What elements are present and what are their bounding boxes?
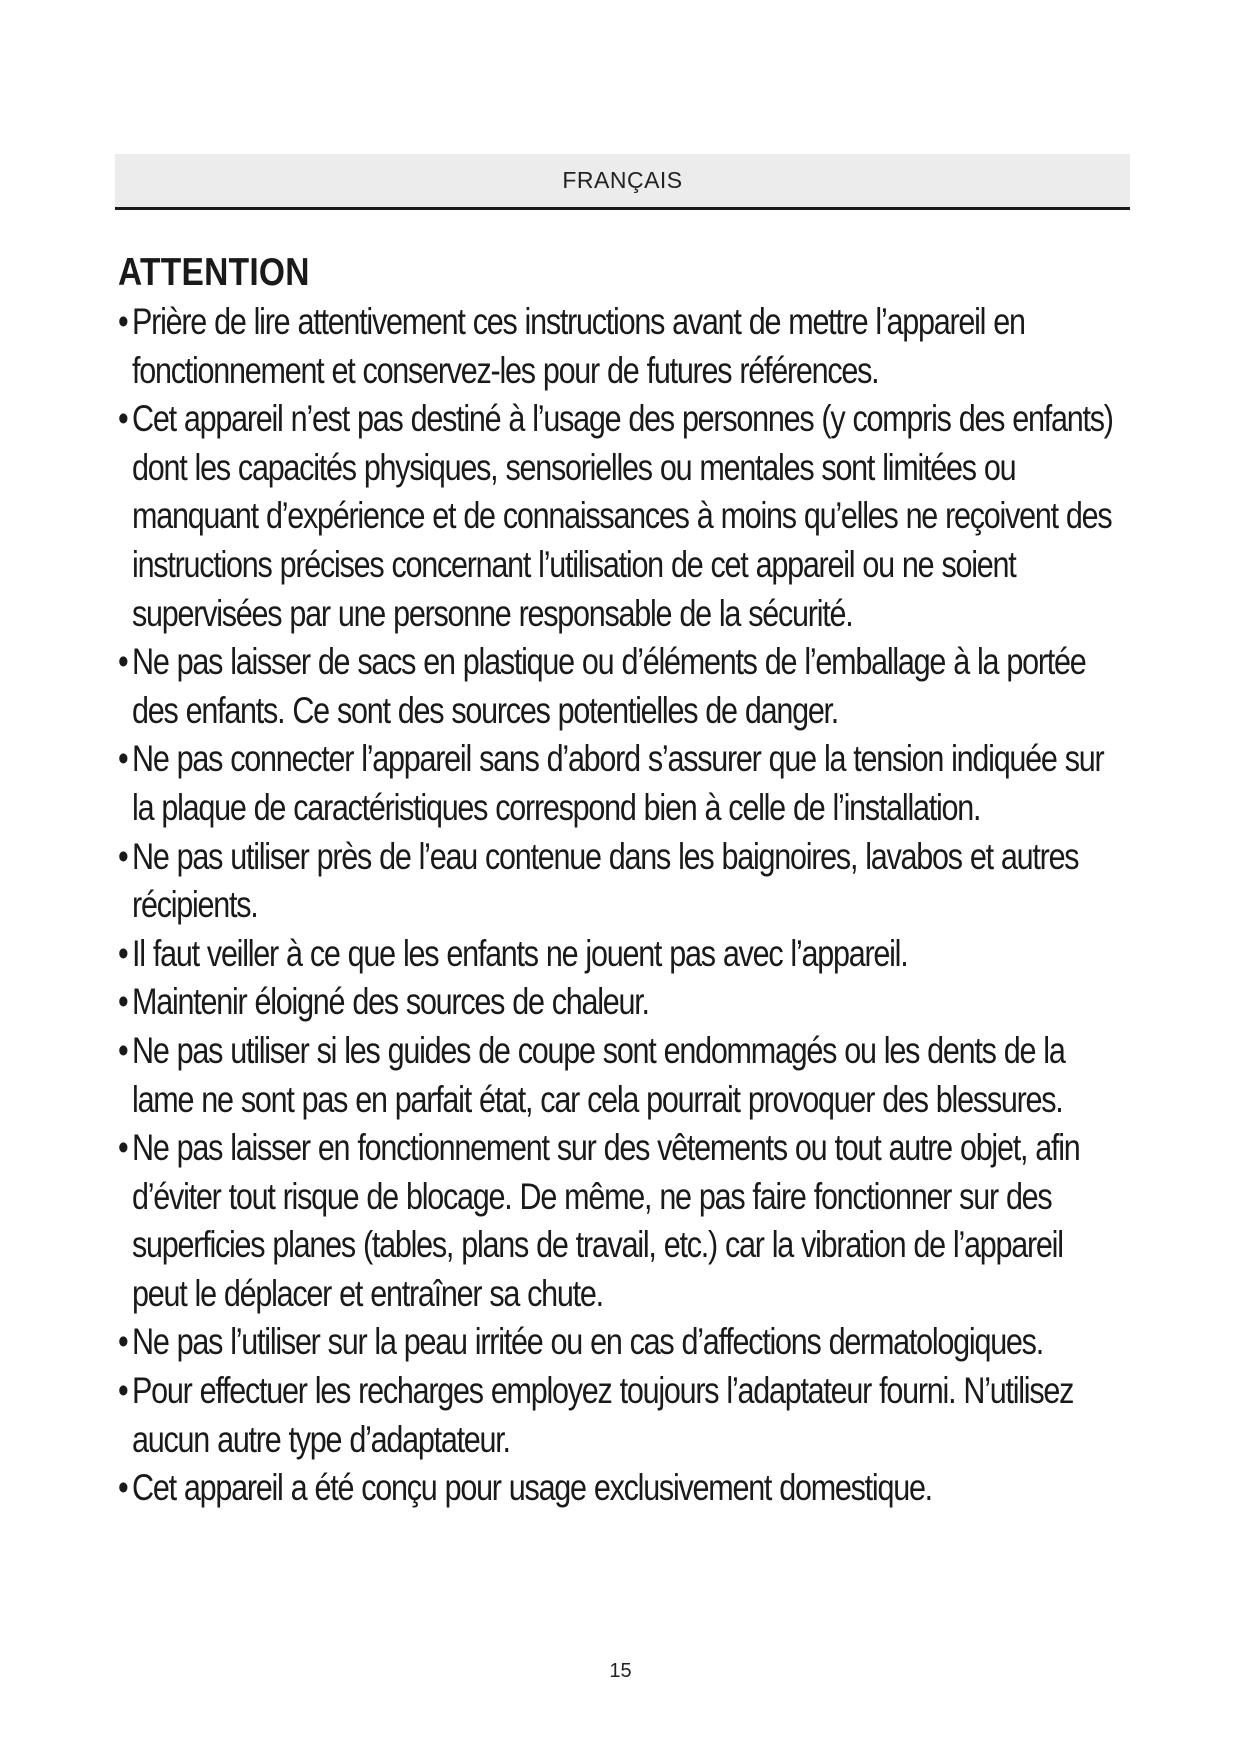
- warning-text: Ne pas laisser de sacs en plastique ou d’éléments de l’emballage à la portée des enfants. Ce sont des sources potentielles de danger.: [132, 641, 1086, 731]
- warning-text: Cet appareil n’est pas destiné à l’usage des personnes (y compris des enfants) dont les capacités physiques, sensorielles ou mentales sont limitées ou manquant d’expérience et de connaissances à moins qu’elles ne reçoivent des instructions précises concernant l’utilisation de cet appareil ou ne soient supervisées par une personne responsable de la sécurité.: [132, 398, 1113, 634]
- bullet-icon: •: [118, 932, 128, 974]
- bullet-icon: •: [118, 981, 128, 1023]
- bullet-icon: •: [118, 1321, 128, 1363]
- warning-item: [118, 1027, 1122, 1124]
- warning-text: Ne pas utiliser près de l’eau contenue dans les baignoires, lavabos et autres récipients.: [132, 835, 1079, 926]
- page-number: 15: [609, 1660, 632, 1682]
- warning-item: [118, 395, 1122, 638]
- bullet-icon: •: [118, 301, 128, 342]
- warning-item: [118, 1124, 1122, 1318]
- bullet-icon: •: [118, 1370, 128, 1412]
- warnings-list: [118, 298, 1128, 1513]
- warning-text: Il faut veiller à ce que les enfants ne jouent pas avec l’appareil.: [132, 932, 908, 974]
- bullet-icon: •: [118, 398, 128, 440]
- warning-item: [118, 833, 1122, 930]
- warning-text: Cet appareil a été conçu pour usage exclusivement domestique.: [132, 1467, 932, 1509]
- warning-item: [118, 638, 1122, 735]
- warning-item: [118, 1367, 1122, 1464]
- bullet-icon: •: [118, 738, 128, 780]
- bullet-icon: •: [118, 1467, 128, 1509]
- warning-item: [118, 1318, 1122, 1367]
- warning-item: [118, 298, 1122, 395]
- bullet-icon: •: [118, 641, 128, 683]
- warning-item: [118, 978, 1122, 1027]
- warning-text: Ne pas utiliser si les guides de coupe sont endommagés ou les dents de la lame ne sont pas en parfait état, car cela pourrait provoquer des blessures.: [132, 1029, 1065, 1120]
- bullet-icon: •: [118, 835, 128, 877]
- warning-item: [118, 1464, 1122, 1513]
- warning-text: Prière de lire attentivement ces instructions avant de mettre l’appareil en fonctionnement et conservez-les pour de futures références.: [132, 301, 1025, 391]
- bullet-icon: •: [118, 1029, 128, 1071]
- warning-item: [118, 930, 1122, 979]
- language-header-band: [115, 154, 1130, 210]
- bullet-icon: •: [118, 1127, 128, 1169]
- warnings-section: [118, 250, 1128, 1513]
- warning-text: Pour effectuer les recharges employez toujours l’adaptateur fourni. N’utilisez aucun autre type d’adaptateur.: [132, 1370, 1074, 1460]
- warning-text: Ne pas connecter l’appareil sans d’abord s’assurer que la tension indiquée sur la plaque de caractéristiques correspond bien à celle de l’installation.: [132, 738, 1104, 828]
- warning-text: Maintenir éloigné des sources de chaleur.: [132, 981, 649, 1023]
- warning-item: [118, 735, 1122, 832]
- language-label: FRANÇAIS: [562, 167, 683, 193]
- section-heading: ATTENTION: [118, 251, 310, 294]
- warning-text: Ne pas laisser en fonctionnement sur des vêtements ou tout autre objet, afin d’éviter tout risque de blocage. De même, ne pas faire fonctionner sur des superficies planes (tables, plans de travail, etc.) car la vibration de l’appareil peut le déplacer et entraîner sa chute.: [132, 1127, 1080, 1314]
- warning-text: Ne pas l’utiliser sur la peau irritée ou en cas d’affections dermatologiques.: [132, 1321, 1043, 1363]
